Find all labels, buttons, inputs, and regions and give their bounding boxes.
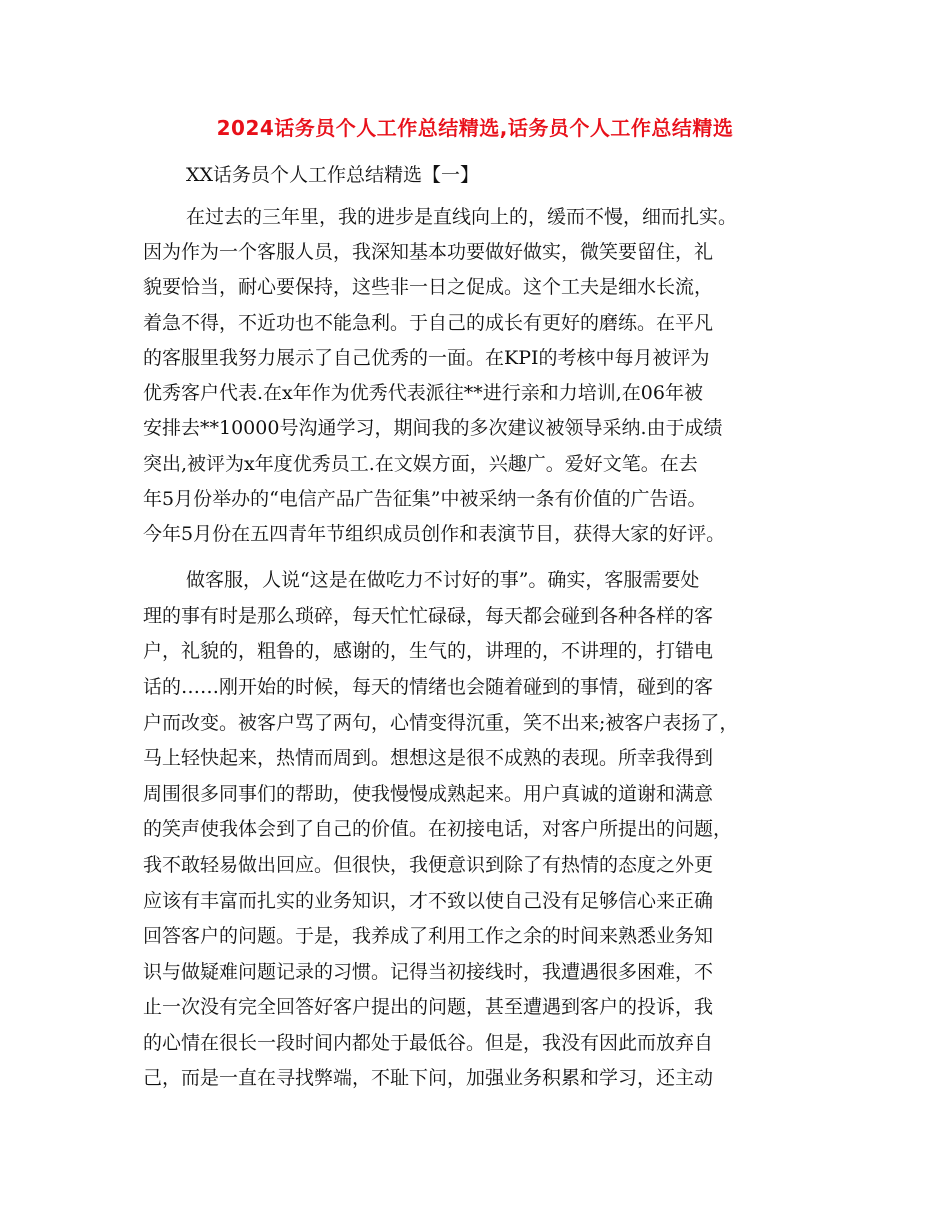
paragraph-line: 户而改变。被客户骂了两句，心情变得沉重，笑不出来;被客户表扬了，	[143, 712, 739, 734]
paragraph-line: 年5月份举办的“电信产品广告征集”中被采纳一条有价值的广告语。	[143, 488, 707, 510]
paragraph-line: 周围很多同事们的帮助，使我慢慢成熟起来。用户真诚的道谢和满意	[143, 783, 714, 805]
paragraph-line: 话的……刚开始的时候，每天的情绪也会随着碰到的事情，碰到的客	[143, 676, 714, 698]
paragraph-line: 止一次没有完全回答好客户提出的问题，甚至遭遇到客户的投诉，我	[143, 996, 714, 1018]
section-heading: XX话务员个人工作总结精选【一】	[186, 164, 480, 186]
paragraph-line: 在过去的三年里，我的进步是直线向上的，缓而不慢，细而扎实。	[186, 206, 738, 228]
paragraph-line: 的客服里我努力展示了自己优秀的一面。在KPI的考核中每月被评为	[143, 347, 710, 369]
paragraph-line: 安排去**10000号沟通学习，期间我的多次建议被领导采纳.由于成绩	[143, 417, 723, 439]
paragraph-line: 突出,被评为x年度优秀员工.在文娱方面，兴趣广。爱好文笔。在去	[143, 453, 698, 475]
paragraph-line: 貌要恰当，耐心要保持，这些非一日之促成。这个工夫是细水长流，	[143, 276, 714, 298]
paragraph-line: 马上轻快起来，热情而周到。想想这是很不成熟的表现。所幸我得到	[143, 747, 714, 769]
paragraph-line: 做客服，人说“这是在做吃力不讨好的事”。确实，客服需要处	[186, 569, 700, 591]
paragraph-line: 因为作为一个客服人员，我深知基本功要做好做实，微笑要留住，礼	[143, 241, 714, 263]
paragraph-line: 的心情在很长一段时间内都处于最低谷。但是，我没有因此而放弃自	[143, 1032, 714, 1054]
paragraph-line: 的笑声使我体会到了自己的价值。在初接电话，对客户所提出的问题，	[143, 818, 733, 840]
paragraph-line: 今年5月份在五四青年节组织成员创作和表演节目，获得大家的好评。	[143, 523, 726, 545]
paragraph-line: 回答客户的问题。于是，我养成了利用工作之余的时间来熟悉业务知	[143, 925, 714, 947]
paragraph-line: 理的事有时是那么琐碎，每天忙忙碌碌，每天都会碰到各种各样的客	[143, 605, 714, 627]
paragraph-line: 着急不得，不近功也不能急利。于自己的成长有更好的磨练。在平凡	[143, 312, 714, 334]
paragraph-line: 己，而是一直在寻找弊端，不耻下问，加强业务积累和学习，还主动	[143, 1067, 714, 1089]
paragraph-line: 识与做疑难问题记录的习惯。记得当初接线时，我遭遇很多困难，不	[143, 961, 714, 983]
paragraph-line: 我不敢轻易做出回应。但很快，我便意识到除了有热情的态度之外更	[143, 854, 714, 876]
document-title: 2024话务员个人工作总结精选,话务员个人工作总结精选	[216, 116, 734, 140]
paragraph-line: 优秀客户代表.在x年作为优秀代表派往**进行亲和力培训,在06年被	[143, 382, 703, 404]
paragraph-line: 户，礼貌的，粗鲁的，感谢的，生气的，讲理的，不讲理的，打错电	[143, 640, 714, 662]
paragraph-line: 应该有丰富而扎实的业务知识，才不致以使自己没有足够信心来正确	[143, 890, 714, 912]
